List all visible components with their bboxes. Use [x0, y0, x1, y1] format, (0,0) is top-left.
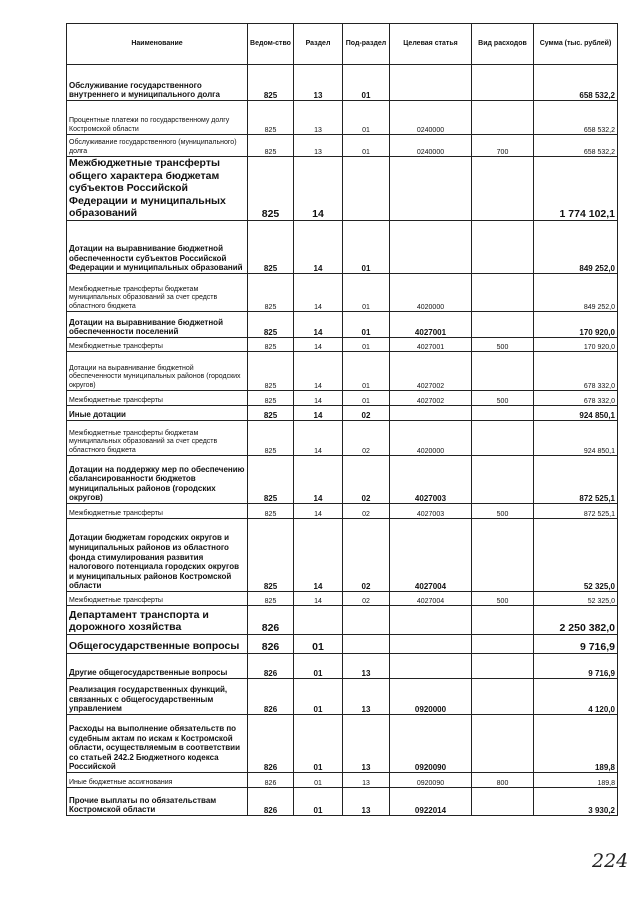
- row-amount: 658 532,2: [534, 135, 618, 157]
- table-row: [67, 456, 618, 504]
- row-name: Департамент транспорта и дорожного хозяйства: [67, 606, 248, 635]
- row-expense-type: 700: [472, 135, 534, 157]
- row-dept: 826: [248, 715, 294, 773]
- page-number: 224: [592, 850, 629, 872]
- row-dept: 826: [248, 606, 294, 635]
- row-dept: 825: [248, 312, 294, 338]
- row-target: 4027003: [390, 504, 472, 519]
- row-dept: 826: [248, 654, 294, 679]
- row-section: 14: [294, 221, 343, 274]
- row-subsection: 13: [343, 788, 390, 816]
- row-amount: 52 325,0: [534, 592, 618, 606]
- row-name: Дотации на выравнивание бюджетной обеспеченности поселений: [67, 312, 248, 338]
- row-target: 0920000: [390, 679, 472, 715]
- row-target: [390, 157, 472, 221]
- row-amount: 9 716,9: [534, 654, 618, 679]
- row-name: Другие общегосударственные вопросы: [67, 654, 248, 679]
- table-row: [67, 592, 618, 606]
- row-dept: 825: [248, 135, 294, 157]
- row-amount: 170 920,0: [534, 338, 618, 352]
- row-subsection: 01: [343, 135, 390, 157]
- row-name: Межбюджетные трансферты: [67, 391, 248, 406]
- row-subsection: 02: [343, 421, 390, 456]
- row-expense-type: [472, 421, 534, 456]
- row-amount: 1 774 102,1: [534, 157, 618, 221]
- row-expense-type: [472, 654, 534, 679]
- row-expense-type: [472, 65, 534, 101]
- row-dept: 825: [248, 456, 294, 504]
- row-dept: 825: [248, 338, 294, 352]
- row-expense-type: 500: [472, 338, 534, 352]
- row-amount: 678 332,0: [534, 391, 618, 406]
- table-row: [67, 101, 618, 135]
- table-row: [67, 391, 618, 406]
- row-expense-type: [472, 157, 534, 221]
- row-section: 14: [294, 391, 343, 406]
- row-name: Дотации бюджетам городских округов и муниципальных районов из областного фонда стимулирования развития налогового потенциала городских округов и муниципальных районов Костромской области: [67, 519, 248, 592]
- row-target: 4027001: [390, 312, 472, 338]
- row-subsection: 13: [343, 715, 390, 773]
- row-subsection: 02: [343, 504, 390, 519]
- row-target: 0922014: [390, 788, 472, 816]
- row-name: Межбюджетные трансферты общего характера бюджетам субъектов Российской Федерации и муниципальных образований: [67, 157, 248, 221]
- row-amount: 658 532,2: [534, 101, 618, 135]
- row-dept: 825: [248, 157, 294, 221]
- row-expense-type: [472, 606, 534, 635]
- row-section: 14: [294, 338, 343, 352]
- row-amount: 2 250 382,0: [534, 606, 618, 635]
- row-expense-type: [472, 352, 534, 391]
- row-expense-type: 500: [472, 391, 534, 406]
- row-target: [390, 606, 472, 635]
- row-expense-type: [472, 519, 534, 592]
- row-subsection: 02: [343, 592, 390, 606]
- row-section: 14: [294, 519, 343, 592]
- row-section: 14: [294, 406, 343, 421]
- row-target: [390, 635, 472, 654]
- row-dept: 826: [248, 788, 294, 816]
- row-target: 4027001: [390, 338, 472, 352]
- row-expense-type: [472, 715, 534, 773]
- row-amount: 678 332,0: [534, 352, 618, 391]
- table-row: [67, 274, 618, 312]
- row-section: 13: [294, 135, 343, 157]
- row-section: 01: [294, 635, 343, 654]
- row-name: Дотации на поддержку мер по обеспечению сбалансированности бюджетов муниципальных районов (городских округов): [67, 456, 248, 504]
- row-section: 14: [294, 421, 343, 456]
- row-name: Расходы на выполнение обязательств по судебным актам по искам к Костромской области, осуществляемым в соответствии со статьей 242.2 Бюджетного кодекса Российской: [67, 715, 248, 773]
- row-amount: 9 716,9: [534, 635, 618, 654]
- row-section: 14: [294, 312, 343, 338]
- row-subsection: 02: [343, 406, 390, 421]
- row-subsection: 01: [343, 391, 390, 406]
- header-expense-type: Вид расходов: [472, 24, 534, 65]
- row-section: 14: [294, 274, 343, 312]
- row-amount: 189,8: [534, 715, 618, 773]
- row-target: 4020000: [390, 421, 472, 456]
- row-target: 4027002: [390, 352, 472, 391]
- row-target: 0920090: [390, 773, 472, 788]
- row-amount: 4 120,0: [534, 679, 618, 715]
- row-amount: 52 325,0: [534, 519, 618, 592]
- row-section: [294, 606, 343, 635]
- row-expense-type: 800: [472, 773, 534, 788]
- row-name: Иные дотации: [67, 406, 248, 421]
- row-target: 4027004: [390, 592, 472, 606]
- row-amount: 872 525,1: [534, 456, 618, 504]
- row-amount: 849 252,0: [534, 221, 618, 274]
- table-row: [67, 312, 618, 338]
- table-row: [67, 679, 618, 715]
- row-amount: 3 930,2: [534, 788, 618, 816]
- row-section: 01: [294, 788, 343, 816]
- row-subsection: [343, 635, 390, 654]
- row-dept: 825: [248, 274, 294, 312]
- row-section: 14: [294, 352, 343, 391]
- row-subsection: 01: [343, 221, 390, 274]
- table-row: [67, 352, 618, 391]
- row-subsection: 13: [343, 654, 390, 679]
- row-target: [390, 654, 472, 679]
- row-expense-type: 500: [472, 504, 534, 519]
- row-name: Межбюджетные трансферты бюджетам муниципальных образований за счет средств областного бюджета: [67, 421, 248, 456]
- row-amount: 924 850,1: [534, 406, 618, 421]
- table-row: [67, 606, 618, 635]
- row-subsection: [343, 606, 390, 635]
- row-subsection: 02: [343, 456, 390, 504]
- table-row: [67, 157, 618, 221]
- row-expense-type: [472, 788, 534, 816]
- row-name: Дотации на выравнивание бюджетной обеспеченности муниципальных районов (городских округов): [67, 352, 248, 391]
- row-section: 14: [294, 157, 343, 221]
- row-amount: 189,8: [534, 773, 618, 788]
- row-name: Межбюджетные трансферты бюджетам муниципальных образований за счет средств областного бюджета: [67, 274, 248, 312]
- table-row: [67, 504, 618, 519]
- row-target: [390, 221, 472, 274]
- row-name: Межбюджетные трансферты: [67, 592, 248, 606]
- table-row: [67, 135, 618, 157]
- header-amount: Сумма (тыс. рублей): [534, 24, 618, 65]
- row-section: 13: [294, 65, 343, 101]
- row-dept: 825: [248, 406, 294, 421]
- row-dept: 825: [248, 519, 294, 592]
- row-target: 0240000: [390, 101, 472, 135]
- row-expense-type: [472, 312, 534, 338]
- header-dept: Ведом-ство: [248, 24, 294, 65]
- row-expense-type: [472, 679, 534, 715]
- row-dept: 826: [248, 635, 294, 654]
- row-expense-type: [472, 406, 534, 421]
- row-name: Межбюджетные трансферты: [67, 338, 248, 352]
- header-section: Раздел: [294, 24, 343, 65]
- row-subsection: 01: [343, 338, 390, 352]
- row-target: 0240000: [390, 135, 472, 157]
- row-amount: 658 532,2: [534, 65, 618, 101]
- row-name: Иные бюджетные ассигнования: [67, 773, 248, 788]
- table-row: [67, 406, 618, 421]
- table-row: [67, 788, 618, 816]
- row-amount: 849 252,0: [534, 274, 618, 312]
- row-subsection: 01: [343, 101, 390, 135]
- table-row: [67, 338, 618, 352]
- row-section: 01: [294, 715, 343, 773]
- row-amount: 872 525,1: [534, 504, 618, 519]
- row-name: Процентные платежи по государственному долгу Костромской области: [67, 101, 248, 135]
- row-section: 14: [294, 592, 343, 606]
- row-section: 13: [294, 101, 343, 135]
- row-subsection: 01: [343, 274, 390, 312]
- row-expense-type: [472, 221, 534, 274]
- row-dept: 825: [248, 421, 294, 456]
- table-row: [67, 654, 618, 679]
- row-target: 0920090: [390, 715, 472, 773]
- row-name: Прочие выплаты по обязательствам Костромской области: [67, 788, 248, 816]
- table-row: [67, 635, 618, 654]
- table-row: [67, 65, 618, 101]
- header-subsection: Под-раздел: [343, 24, 390, 65]
- row-expense-type: [472, 101, 534, 135]
- row-dept: 825: [248, 592, 294, 606]
- table-row: [67, 221, 618, 274]
- header-row: [67, 24, 618, 65]
- row-expense-type: [472, 635, 534, 654]
- row-amount: 924 850,1: [534, 421, 618, 456]
- row-name: Реализация государственных функций, связанных с общегосударственным управлением: [67, 679, 248, 715]
- row-name: Дотации на выравнивание бюджетной обеспеченности субъектов Российской Федерации и муниципальных образований: [67, 221, 248, 274]
- table-row: [67, 519, 618, 592]
- row-expense-type: [472, 456, 534, 504]
- row-subsection: 01: [343, 65, 390, 101]
- row-section: 01: [294, 679, 343, 715]
- row-subsection: 01: [343, 312, 390, 338]
- row-dept: 825: [248, 504, 294, 519]
- row-section: 01: [294, 654, 343, 679]
- row-target: [390, 65, 472, 101]
- header-target: Целевая статья: [390, 24, 472, 65]
- row-subsection: 13: [343, 773, 390, 788]
- row-expense-type: [472, 274, 534, 312]
- row-subsection: [343, 157, 390, 221]
- row-subsection: 13: [343, 679, 390, 715]
- row-name: Общегосударственные вопросы: [67, 635, 248, 654]
- row-dept: 826: [248, 773, 294, 788]
- row-dept: 825: [248, 221, 294, 274]
- row-subsection: 01: [343, 352, 390, 391]
- row-target: 4020000: [390, 274, 472, 312]
- row-target: 4027002: [390, 391, 472, 406]
- row-name: Обслуживание государственного внутреннего и муниципального долга: [67, 65, 248, 101]
- row-amount: 170 920,0: [534, 312, 618, 338]
- row-name: Межбюджетные трансферты: [67, 504, 248, 519]
- row-dept: 825: [248, 65, 294, 101]
- row-dept: 825: [248, 101, 294, 135]
- row-section: 14: [294, 504, 343, 519]
- table-row: [67, 421, 618, 456]
- header-name: Наименование: [67, 24, 248, 65]
- budget-table: [66, 23, 618, 816]
- table-row: [67, 773, 618, 788]
- row-target: 4027003: [390, 456, 472, 504]
- row-target: 4027004: [390, 519, 472, 592]
- row-name: Обслуживание государственного (муниципального) долга: [67, 135, 248, 157]
- row-target: [390, 406, 472, 421]
- row-expense-type: 500: [472, 592, 534, 606]
- row-dept: 826: [248, 679, 294, 715]
- row-dept: 825: [248, 352, 294, 391]
- row-subsection: 02: [343, 519, 390, 592]
- row-dept: 825: [248, 391, 294, 406]
- row-section: 01: [294, 773, 343, 788]
- table-row: [67, 715, 618, 773]
- row-section: 14: [294, 456, 343, 504]
